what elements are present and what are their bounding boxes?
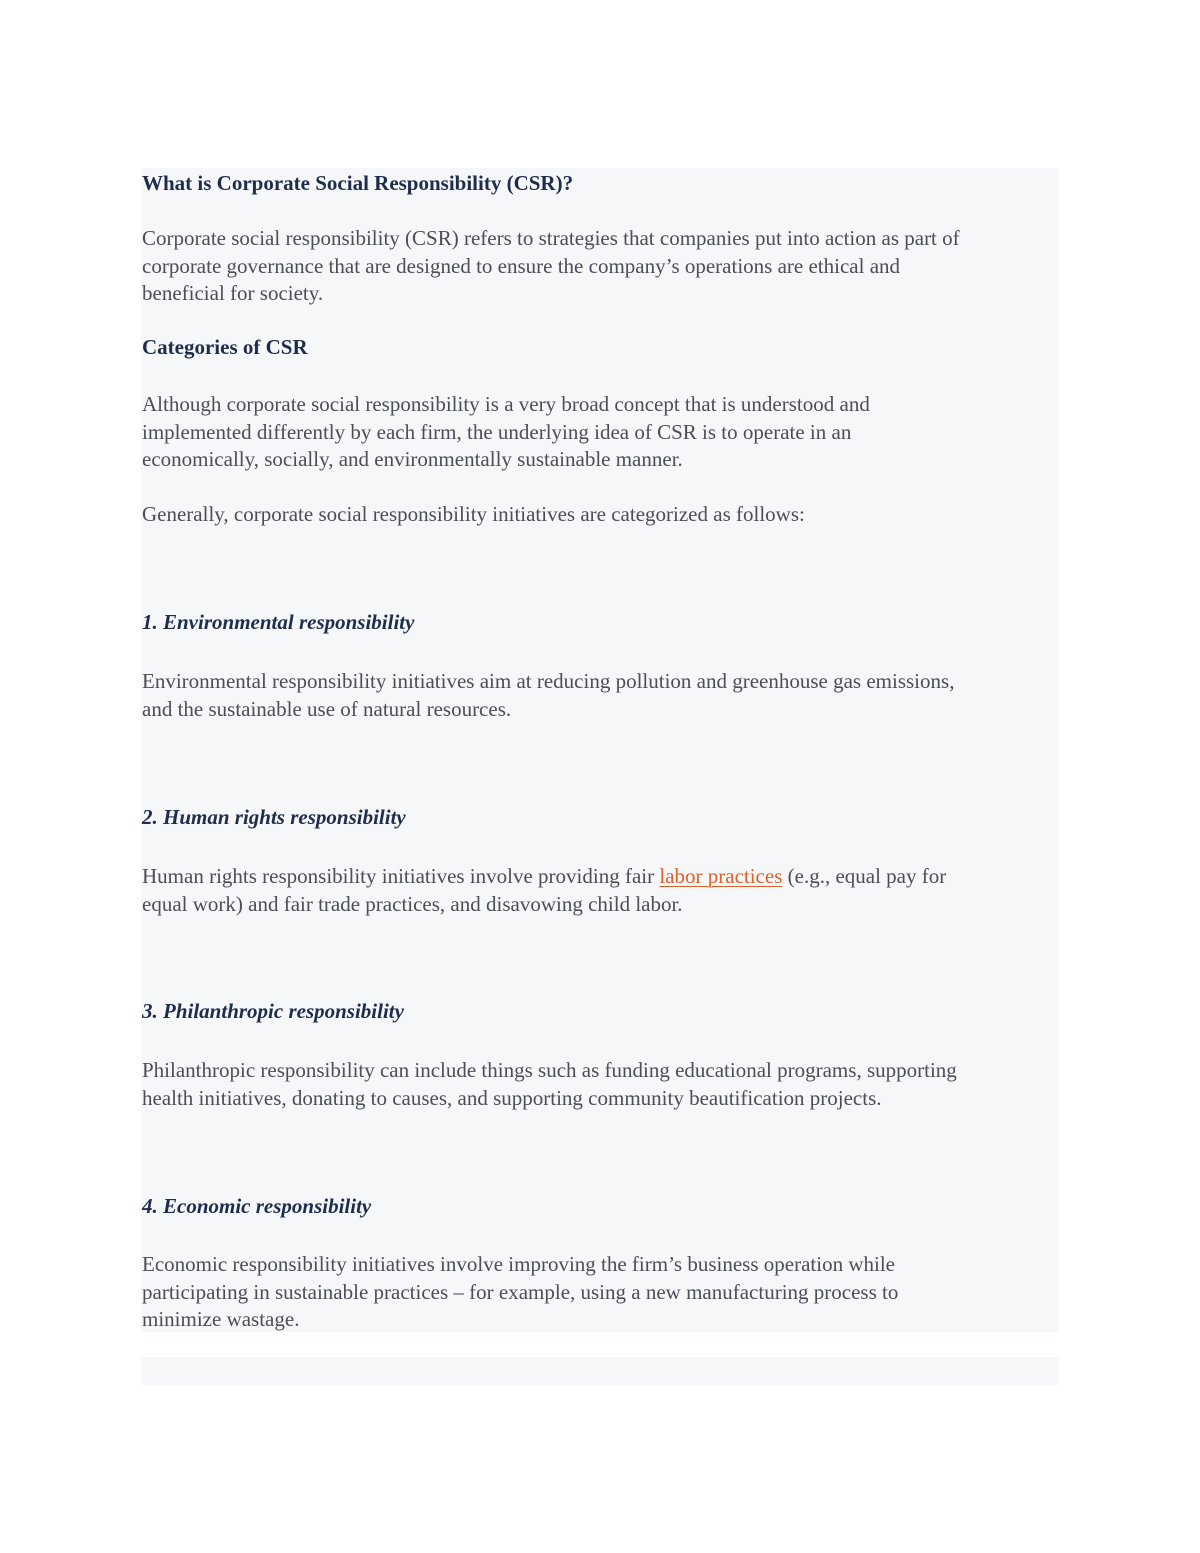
intro-line: beneficial for society.	[142, 281, 324, 305]
page-title: What is Corporate Social Responsibility (CSR)?	[142, 171, 574, 195]
section-line: participating in sustainable practices – for example, using a new manufacturing process to	[142, 1279, 899, 1304]
generally-paragraph: Generally, corporate social responsibility initiatives are categorized as follows:	[142, 502, 805, 526]
intro-paragraph	[142, 225, 1062, 308]
section-body-human-rights	[142, 863, 1062, 918]
section-body-philanthropic	[142, 1057, 1062, 1112]
section-body-economic	[142, 1251, 1062, 1334]
labor-practices-link[interactable]: labor practices	[659, 864, 783, 888]
section-line: and the sustainable use of natural resources.	[142, 696, 512, 721]
categories-line: implemented differently by each firm, the underlying idea of CSR is to operate in an	[142, 419, 852, 444]
section-line: Environmental responsibility initiatives aim at reducing pollution and greenhouse gas emissions,	[142, 669, 955, 693]
section-line	[142, 863, 1062, 891]
section-heading-human-rights: 2. Human rights responsibility	[142, 805, 406, 829]
section-line: equal work) and fair trade practices, and disavowing child labor.	[142, 891, 683, 916]
intro-line: corporate governance that are designed to ensure the company’s operations are ethical and	[142, 253, 901, 278]
section-heading-economic: 4. Economic responsibility	[142, 1194, 372, 1218]
section-line: Philanthropic responsibility can include things such as funding educational programs, supporting	[142, 1058, 957, 1082]
intro-line: Corporate social responsibility (CSR) refers to strategies that companies put into action as part of	[142, 226, 960, 250]
section-body-environmental	[142, 668, 1062, 723]
section-text: Human rights responsibility initiatives involve providing fair	[142, 864, 660, 888]
section-line: health initiatives, donating to causes, and supporting community beautification projects.	[142, 1085, 882, 1110]
lower-panel	[141, 1357, 1059, 1385]
categories-paragraph	[142, 391, 1062, 474]
categories-line: economically, socially, and environmentally sustainable manner.	[142, 447, 683, 471]
categories-line: Although corporate social responsibility is a very broad concept that is understood and	[142, 392, 870, 416]
section-heading-environmental: 1. Environmental responsibility	[142, 610, 415, 634]
section-line: Economic responsibility initiatives involve improving the firm’s business operation while	[142, 1252, 895, 1276]
section-line: minimize wastage.	[142, 1307, 300, 1331]
categories-heading: Categories of CSR	[142, 335, 308, 359]
section-heading-philanthropic: 3. Philanthropic responsibility	[142, 999, 404, 1023]
section-text: (e.g., equal pay for	[782, 864, 947, 888]
